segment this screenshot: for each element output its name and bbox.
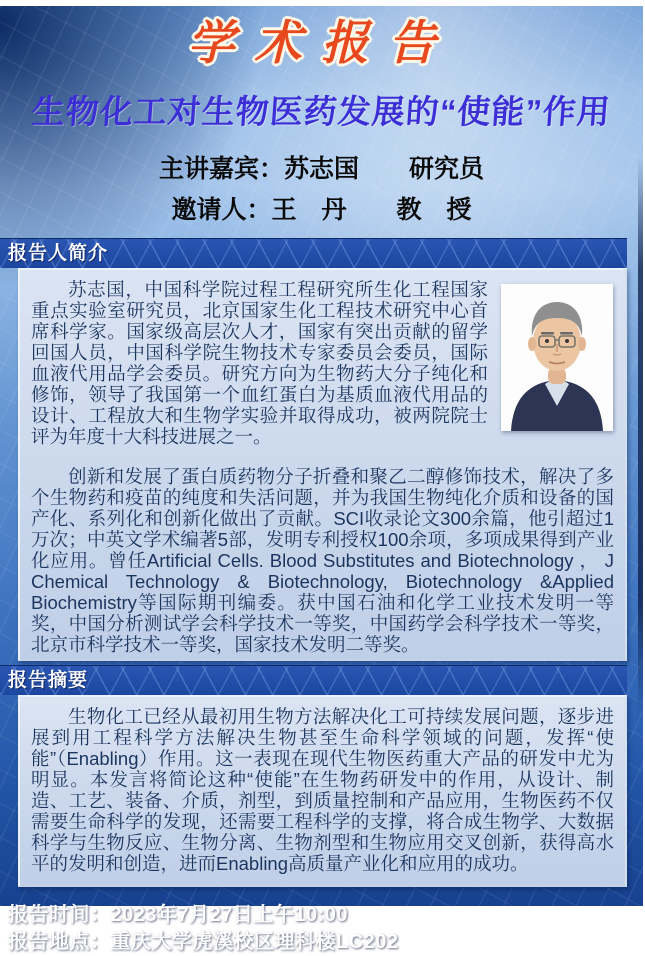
- poster-title: 学术报告: [187, 16, 456, 69]
- bio-panel: [18, 268, 627, 661]
- section-header-bio-label: 报告人简介: [8, 243, 109, 264]
- abstract-panel: [18, 695, 627, 887]
- bio-paragraph-2: 创新和发展了蛋白质药物分子折叠和聚乙二醇修饰技术，解决了多个生物药和疫苗的纯度和失活问题，并为我国生物纯化介质和设备的国产化、系列化和创新化做出了贡献。SCI收录论文300余篇，他引超过1万次；中英文学术编著5部，发明专利授权100余项，多项成果得到产业化应用。曾任Artificial Cells. Blood Substitutes and Biotechnology ， J Chemical Technology & Biotechnology, Biotechnology &Applied Biochemistry等国际期刊编委。获中国石油和化学工业技术发明一等奖，中国分析测试学会科学技术一等奖，中国药学会科学技术一等奖，北京市科学技术一等奖，国家技术发明二等奖。: [31, 466, 614, 655]
- section-header-abstract: [0, 665, 627, 695]
- speaker-photo: [501, 284, 613, 431]
- lecture-topic-title: 生物化工对生物医药发展的“使能”作用: [30, 93, 613, 130]
- section-header-abstract-label: 报告摘要: [8, 670, 89, 691]
- event-details: [8, 902, 643, 956]
- poster-page: [0, 6, 643, 953]
- inviter-line: 邀请人：王 丹 教 授: [171, 197, 472, 224]
- speaker-line: 主讲嘉宾：苏志国 研究员: [158, 156, 484, 183]
- speaker-portrait-illustration: [501, 284, 613, 431]
- bio-paragraph-1: 苏志国，中国科学院过程工程研究所生化工程国家重点实验室研究员，北京国家生化工程技术研究中心首席科学家。国家级高层次人才，国家有突出贡献的留学回国人员，中国科学院生物技术专家委员会委员，国际血液代用品学会委员。研究方向为生物药大分子纯化和修饰，领导了我国第一个血红蛋白为基质血液代用品的设计、工程放大和生物学实验并取得成功，被两院院士评为年度十大科技进展之一。: [31, 279, 488, 447]
- section-header-bio: [0, 238, 627, 268]
- abstract-paragraph: 生物化工已经从最初用生物方法解决化工可持续发展问题，逐步进展到用工程科学方法解决生物甚至生命科学领域的问题，发挥“使能”（Enabling）作用。这一表现在现代生物医药重大产品的研发中尤为明显。本发言将简论这种“使能”在生物药研发中的作用，从设计、制造、工艺、装备、介质，剂型，到质量控制和产品应用，生物医药不仅需要生命科学的发现，还需要工程科学的支撑，将合成生物学、大数据科学与生物反应、生物分离、生物剂型和生物应用交叉创新，获得高水平的发明和创造，进而Enabling高质量产业化和应用的成功。: [31, 706, 614, 874]
- report-location: 报告地点：重庆大学虎溪校区理科楼LC202: [8, 931, 399, 953]
- report-time: 报告时间：2023年7月27日上午10:00: [8, 904, 349, 926]
